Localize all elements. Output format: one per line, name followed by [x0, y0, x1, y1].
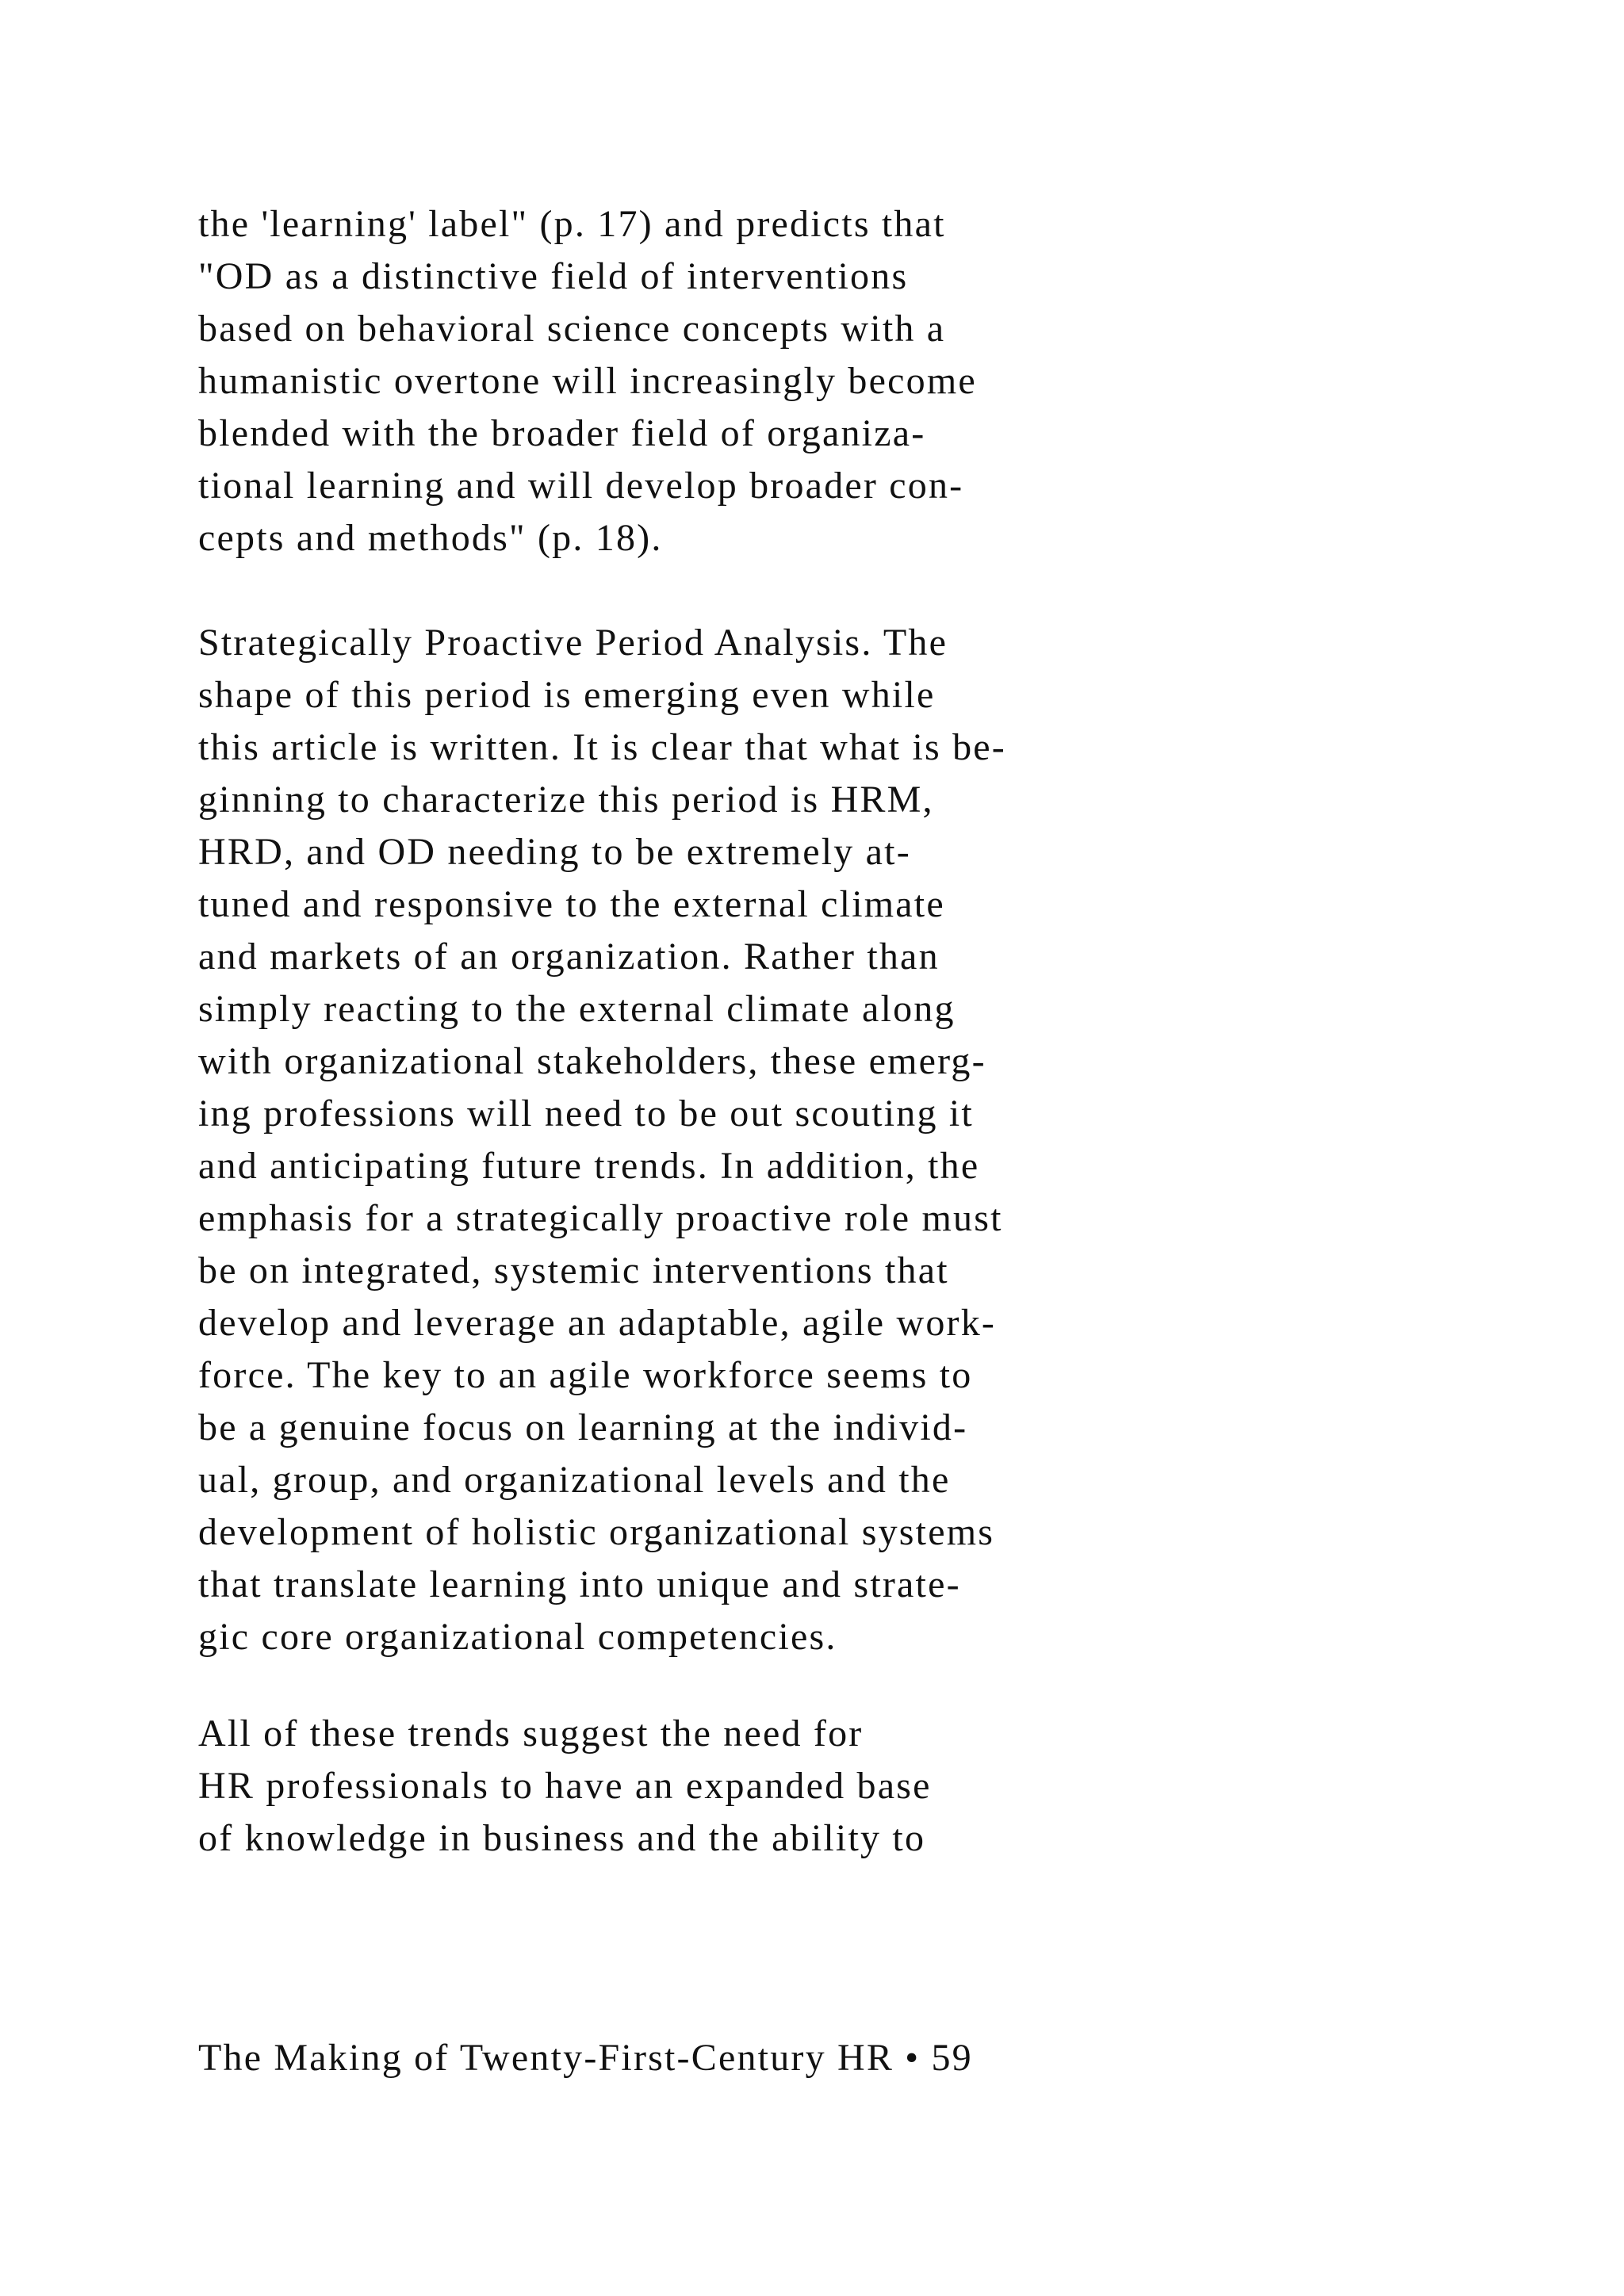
paragraph-line: simply reacting to the external climate along: [198, 988, 956, 1030]
paragraph-line: blended with the broader field of organiza-: [198, 412, 926, 454]
paragraph-line: cepts and methods" (p. 18).: [198, 517, 663, 559]
paragraph-line: that translate learning into unique and strate-: [198, 1563, 961, 1605]
paragraph-line: emphasis for a strategically proactive role must: [198, 1197, 1003, 1239]
paragraph-line: shape of this period is emerging even while: [198, 674, 936, 716]
paragraph-line: and markets of an organization. Rather than: [198, 936, 940, 978]
paragraph-line: development of holistic organizational systems: [198, 1511, 995, 1553]
paragraph-line: HR professionals to have an expanded base: [198, 1765, 932, 1807]
paragraph-line: of knowledge in business and the ability to: [198, 1817, 926, 1859]
paragraph-line: ual, group, and organizational levels and the: [198, 1459, 951, 1501]
paragraph-line: be a genuine focus on learning at the individ-: [198, 1406, 968, 1448]
paragraph-line: humanistic overtone will increasingly become: [198, 360, 977, 402]
page-footer-running-title: The Making of Twenty-First-Century HR • 59: [198, 2037, 973, 2079]
paragraph-line: All of these trends suggest the need for: [198, 1712, 864, 1755]
paragraph-line: the 'learning' label" (p. 17) and predicts that: [198, 203, 946, 245]
paragraph-line: with organizational stakeholders, these emerg-: [198, 1040, 986, 1082]
paragraph-line: based on behavioral science concepts with a: [198, 308, 946, 350]
paragraph-line: and anticipating future trends. In addition, the: [198, 1145, 980, 1187]
paragraph-line: develop and leverage an adaptable, agile work-: [198, 1302, 997, 1344]
paragraph-1: [198, 198, 1388, 564]
paragraph-3: [198, 1708, 1388, 1865]
paragraph-line: HRD, and OD needing to be extremely at-: [198, 831, 911, 873]
paragraph-line: gic core organizational competencies.: [198, 1616, 837, 1658]
paragraph-line: ginning to characterize this period is HRM,: [198, 779, 934, 821]
paragraph-line: tional learning and will develop broader con-: [198, 465, 964, 507]
paragraph-line: force. The key to an agile workforce seems to: [198, 1354, 973, 1396]
paragraph-line: ing professions will need to be out scouting it: [198, 1093, 974, 1135]
paragraph-line: this article is written. It is clear that what is be-: [198, 726, 1006, 768]
paragraph-line: be on integrated, systemic interventions that: [198, 1249, 949, 1292]
paragraph-line: tuned and responsive to the external climate: [198, 883, 945, 925]
paragraph-2: [198, 617, 1388, 1663]
paragraph-line: "OD as a distinctive field of interventions: [198, 255, 909, 297]
paragraph-line: Strategically Proactive Period Analysis. The: [198, 622, 948, 664]
